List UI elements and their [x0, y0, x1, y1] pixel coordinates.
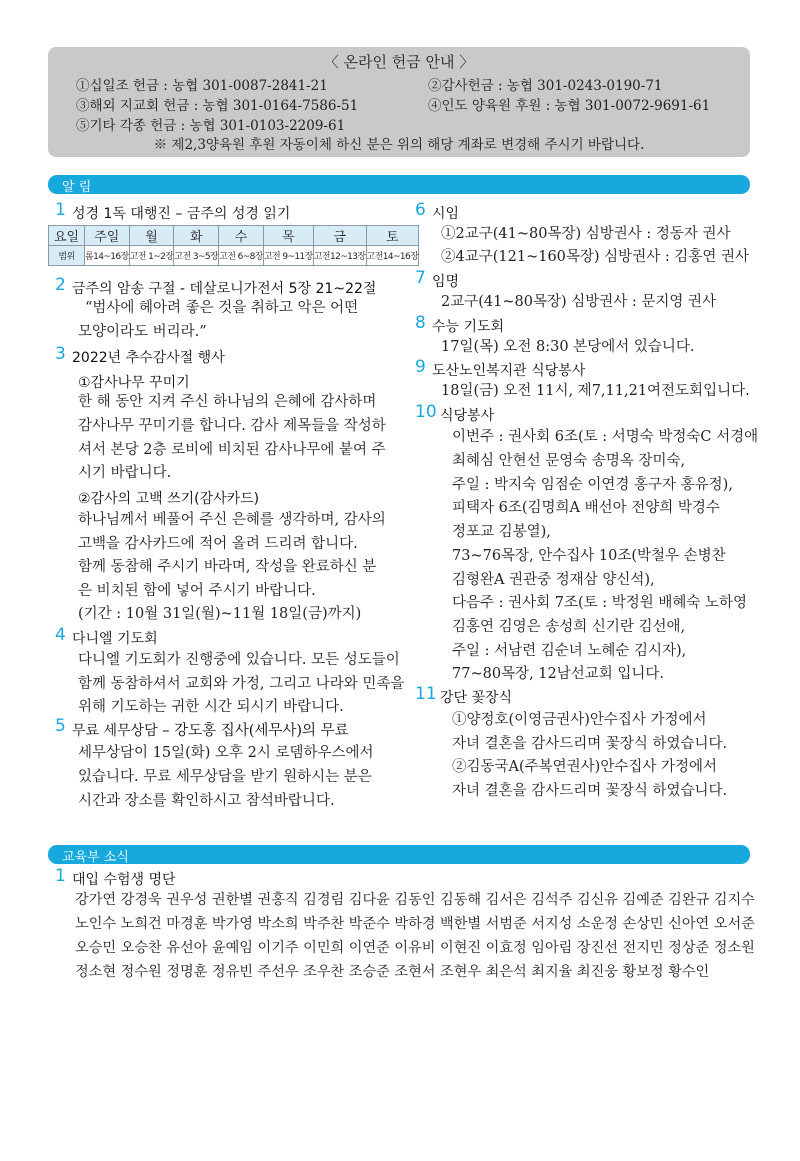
- item-number: 8: [415, 313, 426, 333]
- text-line: 세무상담이 15일(화) 오후 2시 로뎀하우스에서: [78, 745, 374, 761]
- text-line: 함께 동참하셔서 교회와 가정, 그리고 나라와 민족을: [78, 676, 405, 692]
- text-line: 73~76목장, 안수집사 10조(박철우 손병찬: [452, 548, 726, 564]
- item-number: 7: [415, 268, 426, 288]
- text-line: 다니엘 기도회가 진행중에 있습니다. 모든 성도들이: [78, 652, 400, 668]
- table-cell: 고전12~13장: [313, 246, 366, 266]
- text-line: 김형완A 권관중 정재삼 양신석),: [452, 572, 655, 588]
- text-line: 위해 기도하는 귀한 시간 되시기 바랍니다.: [78, 699, 344, 715]
- item-title: 무료 세무상담: [72, 723, 158, 739]
- account-thanks: ②감사헌금 : 농협 301-0243-0190-71: [428, 78, 663, 94]
- education-section-bar: [48, 845, 750, 864]
- text-line: 최혜심 안현선 문영숙 송명옥 장미숙,: [452, 453, 686, 469]
- item-number: 1: [55, 200, 66, 220]
- text-line: ①양정호(이영금권사)안수집사 가정에서: [452, 712, 707, 728]
- table-header-cell: 수: [219, 226, 264, 246]
- table-header-cell: 목: [263, 226, 313, 246]
- item-number: 5: [55, 716, 66, 736]
- item-title: 식당봉사: [440, 408, 495, 424]
- student-names-line: 강가연 강경욱 권우성 권한별 권홍직 김경림 김다윤 김동인 김동해 김서은 김석주 김신유 김예준 김완규 김지수: [75, 892, 755, 908]
- student-names-line: 오승민 오승찬 유선아 윤예임 이기주 이민희 이연준 이유비 이현진 이효정 임아림 장진선 전지민 정상준 정소원: [75, 940, 755, 956]
- text-line: 다음주 : 권사회 7조(토 : 박정원 배혜숙 노하영: [452, 595, 748, 611]
- item-number: 10: [415, 402, 437, 422]
- student-names-line: 노인수 노희건 마경훈 박가영 박소희 박주찬 박준수 박하경 백한별 서범준 서지성 소운정 손상민 신아연 오서준: [75, 916, 755, 932]
- text-line: 한 해 동안 지켜 주신 하나님의 은혜에 감사하며: [78, 394, 377, 410]
- item-number: 4: [55, 625, 66, 645]
- item-title: 다니엘 기도회: [72, 631, 158, 647]
- text-line: ②4교구(121~160목장) 심방권사 : 김홍연 권사: [441, 249, 749, 265]
- text-line: 셔서 본당 2층 로비에 비치된 감사나무에 붙여 주: [78, 442, 386, 458]
- table-header-cell: 월: [129, 226, 174, 246]
- item-title-rest: – 강도홍 집사(세무사)의 무료: [157, 723, 349, 739]
- item-title: 도산노인복지관 식당봉사: [432, 363, 586, 379]
- education-section-label: 교육부 소식: [62, 850, 129, 865]
- text-line: (기간 : 10월 31일(월)~11월 18일(금)까지): [78, 606, 362, 622]
- table-cell: 고전 3~5장: [174, 246, 219, 266]
- item-title-line: [72, 719, 349, 740]
- text-line: 17일(목) 오전 8:30 본당에서 있습니다.: [441, 339, 695, 355]
- text-line: 자녀 결혼을 감사드리며 꽃장식 하였습니다.: [452, 783, 728, 799]
- text-line: 있습니다. 무료 세무상담을 받기 원하시는 분은: [78, 769, 372, 785]
- notices-section-label: 알 림: [62, 180, 92, 195]
- text-line: 피택자 6조(김명희A 배선아 전양희 박경수: [452, 500, 720, 516]
- text-line: 주일 : 서남련 김순녀 노혜순 김시자),: [452, 643, 687, 659]
- table-cell: 고전14~16장: [366, 246, 419, 266]
- account-other: ⑤기타 각종 헌금 : 농협 301-0103-2209-61: [76, 118, 346, 134]
- online-offering-box: [48, 47, 750, 157]
- verse-line: 모양이라도 버리라.”: [78, 324, 207, 340]
- item-title: 시임: [432, 206, 460, 222]
- table-header-cell: 주일: [85, 226, 130, 246]
- text-line: 시기 바랍니다.: [78, 465, 172, 481]
- item-number: 11: [415, 684, 437, 704]
- table-cell: 범위: [49, 246, 85, 266]
- table-cell: 롬14~16장: [85, 246, 130, 266]
- offering-note: ※ 제2,3양육원 후원 자동이체 하신 분은 위의 해당 계좌로 변경해 주시기 바랍니다.: [153, 137, 645, 153]
- table-cell: 고전 6~8장: [219, 246, 264, 266]
- item-title: 금주의 암송 구절 - 데살로니가전서 5장 21~22절: [72, 281, 377, 297]
- text-line: 주일 : 박지숙 임점순 이연경 홍구자 홍유정),: [452, 477, 733, 493]
- item-title: 2022년 추수감사절 행사: [72, 350, 225, 366]
- item-number: 9: [415, 357, 426, 377]
- text-line: ②김동국A(주복연권사)안수집사 가정에서: [452, 759, 718, 775]
- table-cell: 고전 9~11장: [263, 246, 313, 266]
- offering-title: 〈 온라인 헌금 안내 〉: [323, 53, 475, 71]
- text-line: 77~80목장, 12남선교회 입니다.: [452, 666, 665, 682]
- text-line: 은 비치된 함에 넣어 주시기 바랍니다.: [78, 583, 316, 599]
- text-line: 정포교 김봉열),: [452, 524, 551, 540]
- text-line: 자녀 결혼을 감사드리며 꽃장식 하였습니다.: [452, 736, 728, 752]
- table-header-cell: 요일: [49, 226, 85, 246]
- item-title: 강단 꽃장식: [440, 690, 513, 706]
- item-number: 3: [55, 344, 66, 364]
- account-tithe: ①십일조 헌금 : 농협 301-0087-2841-21: [76, 78, 328, 94]
- bible-reading-table: [48, 225, 419, 266]
- student-names-line: 정소현 정수원 정명훈 정유빈 주선우 조우찬 조승준 조현서 조현우 최은석 최지율 최진웅 황보정 황수인: [75, 964, 710, 980]
- text-line: 하나님께서 베풀어 주신 은혜를 생각하며, 감사의: [78, 512, 386, 528]
- item-title: 수능 기도회: [432, 319, 505, 335]
- text-line: ①2교구(41~80목장) 심방권사 : 정동자 권사: [441, 226, 731, 242]
- text-line: 김홍연 김영은 송성희 신기란 김선애,: [452, 619, 686, 635]
- account-overseas: ③해외 지교회 헌금 : 농협 301-0164-7586-51: [76, 98, 359, 114]
- table-cell: 고전 1~2장: [129, 246, 174, 266]
- verse-line: “범사에 헤아려 좋은 것을 취하고 악은 어떤: [85, 300, 359, 316]
- item-number: 6: [415, 200, 426, 220]
- item-number: 2: [55, 275, 66, 295]
- text-line: 이번주 : 권사회 6조(토 : 서명숙 박정숙C 서경애: [452, 429, 759, 445]
- item-title: 성경 1독 대행진 – 금주의 성경 읽기: [72, 206, 291, 222]
- text-line: 고백을 감사카드에 적어 올려 드리려 합니다.: [78, 536, 358, 552]
- table-header-cell: 토: [366, 226, 419, 246]
- text-line: 감사나무 꾸미기를 합니다. 감사 제목들을 작성하: [78, 418, 386, 434]
- item-title: 임명: [432, 274, 460, 290]
- sub-heading: ①감사나무 꾸미기: [78, 375, 190, 391]
- table-header-cell: 금: [313, 226, 366, 246]
- table-header-cell: 화: [174, 226, 219, 246]
- item-number: 1: [55, 866, 66, 886]
- text-line: 시간과 장소를 확인하시고 참석바랍니다.: [78, 793, 335, 809]
- item-title: 대입 수험생 명단: [72, 872, 176, 888]
- notices-section-bar: [48, 175, 750, 194]
- sub-heading: ②감사의 고백 쓰기(감사카드): [78, 491, 260, 507]
- text-line: 2교구(41~80목장) 심방권사 : 문지영 권사: [441, 294, 717, 310]
- text-line: 함께 동참해 주시기 바라며, 작성을 완료하신 분: [78, 559, 377, 575]
- account-india: ④인도 양육원 후원 : 농협 301-0072-9691-61: [428, 98, 711, 114]
- text-line: 18일(금) 오전 11시, 제7,11,21여전도회입니다.: [441, 383, 750, 399]
